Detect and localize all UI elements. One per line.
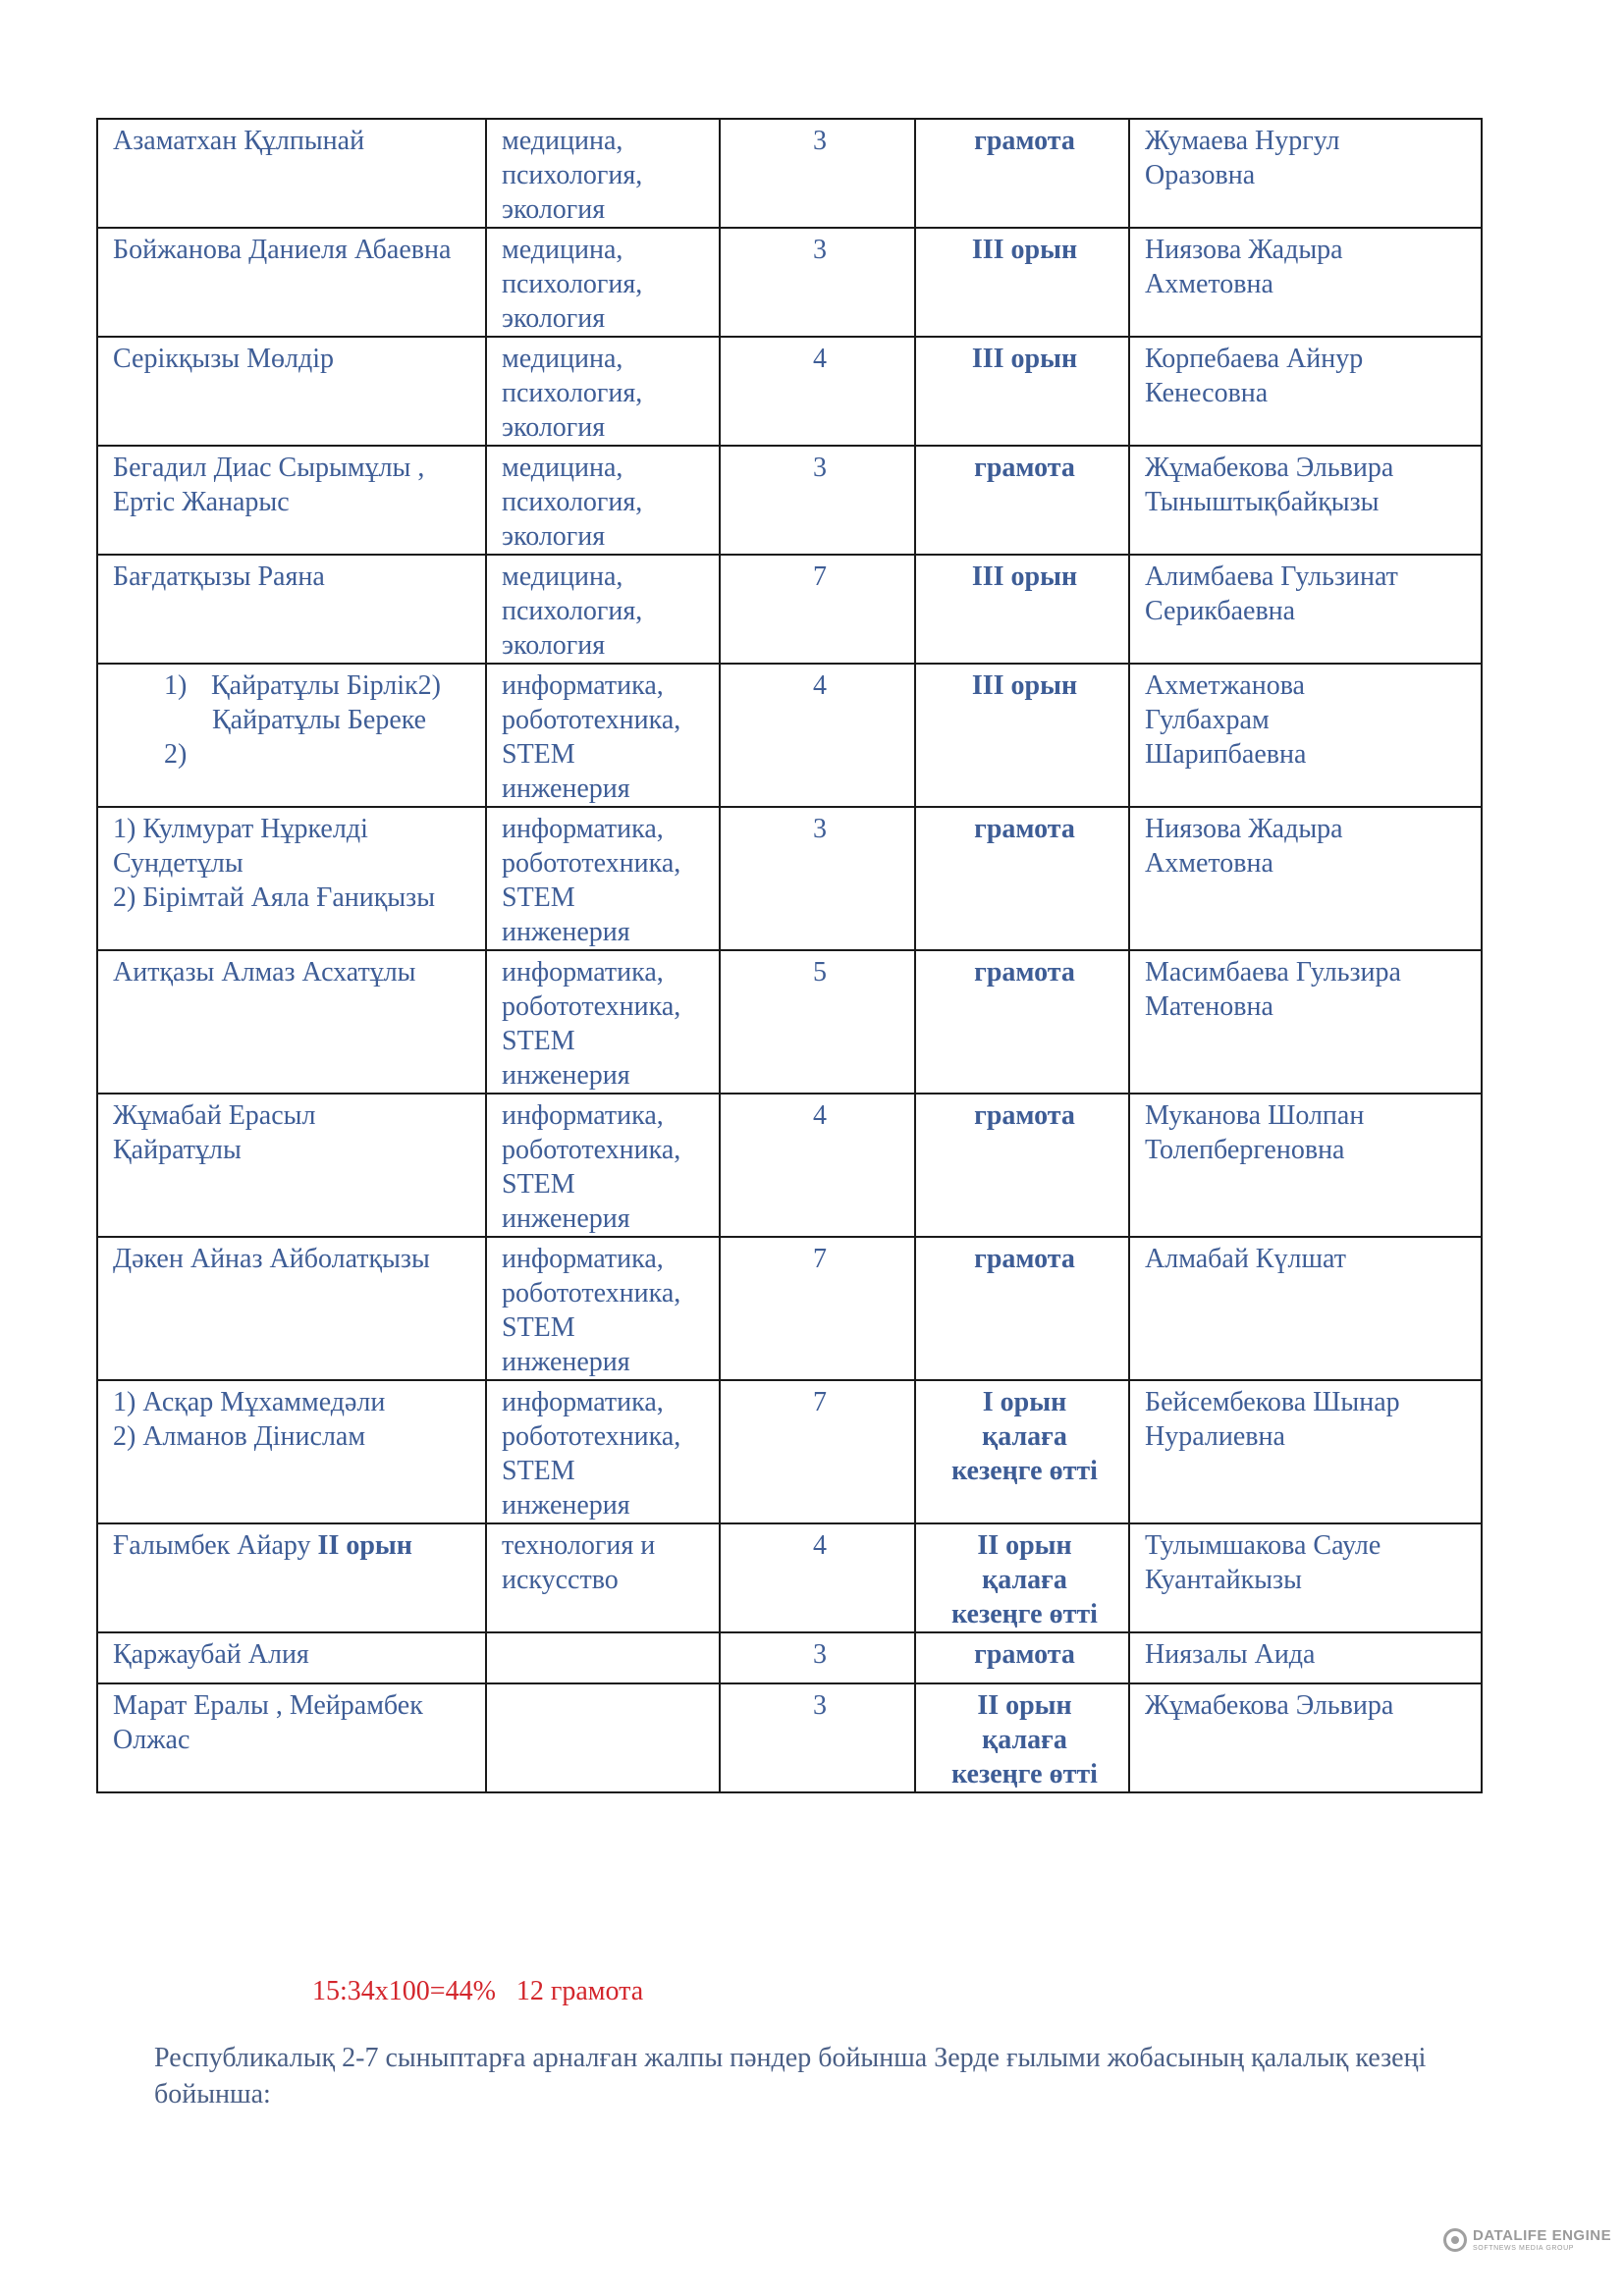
- supervisor-line: Ниязова Жадыра: [1145, 814, 1343, 844]
- result-cell: [915, 1237, 1129, 1380]
- result-cell: [915, 337, 1129, 446]
- result-line: грамота: [974, 957, 1075, 988]
- participant-name: Бойжанова Даниеля Абаевна: [113, 235, 452, 265]
- results-table-body: [97, 119, 1482, 1792]
- supervisor-line: Тулымшакова Сауле: [1145, 1530, 1381, 1561]
- grade-cell: 3: [720, 1683, 915, 1792]
- supervisor-cell: [1129, 1632, 1482, 1683]
- subject-cell: [486, 1380, 720, 1523]
- subject-line: медицина,: [502, 561, 623, 592]
- supervisor-cell: [1129, 664, 1482, 807]
- participant-cell: [97, 807, 486, 950]
- subject-line: робототехника,: [502, 848, 681, 879]
- result-cell: [915, 446, 1129, 555]
- subject-line: робототехника,: [502, 991, 681, 1022]
- grade-cell: 3: [720, 446, 915, 555]
- table-row: [97, 664, 1482, 807]
- grade-cell: 7: [720, 1237, 915, 1380]
- supervisor-line: Тыныштықбайқызы: [1145, 487, 1380, 517]
- subject-line: медицина,: [502, 126, 623, 156]
- grade-cell: 4: [720, 337, 915, 446]
- supervisor-cell: [1129, 555, 1482, 664]
- subject-line: информатика,: [502, 1100, 664, 1131]
- participant-cell: [97, 446, 486, 555]
- result-cell: [915, 664, 1129, 807]
- subject-line: STEM: [502, 1312, 575, 1343]
- table-row: [97, 950, 1482, 1094]
- table-row: [97, 337, 1482, 446]
- participant-cell: [97, 1683, 486, 1792]
- table-row: [97, 228, 1482, 337]
- grade-cell: 7: [720, 555, 915, 664]
- watermark-subtitle: SOFTNEWS MEDIA GROUP: [1473, 2245, 1575, 2252]
- grade-cell: 3: [720, 228, 915, 337]
- participant-name: Қайратұлы: [113, 1135, 242, 1165]
- result-line: грамота: [974, 453, 1075, 483]
- participant-name: Қайратұлы Береке: [212, 705, 427, 735]
- supervisor-line: Ахметжанова: [1145, 670, 1305, 701]
- subject-cell: [486, 807, 720, 950]
- participant-name: Бегадил Диас Сырымұлы ,: [113, 453, 425, 483]
- supervisor-line: Алимбаева Гульзинат: [1145, 561, 1398, 592]
- result-line: қалаға: [982, 1725, 1067, 1755]
- subject-line: психология,: [502, 160, 643, 190]
- subject-cell: [486, 950, 720, 1094]
- result-line: грамота: [974, 126, 1075, 156]
- result-cell: [915, 1683, 1129, 1792]
- subject-line: инженерия: [502, 1203, 630, 1234]
- subject-cell: [486, 1632, 720, 1683]
- participant-name: Азаматхан Құлпынай: [113, 126, 365, 156]
- participant-cell: [97, 950, 486, 1094]
- supervisor-line: Толепбергеновна: [1145, 1135, 1345, 1165]
- table-row: [97, 807, 1482, 950]
- datalife-logo-icon: [1443, 2228, 1467, 2252]
- list-number: 2): [164, 739, 188, 770]
- participant-name: 2) Бірімтай Аяла Ғаниқызы: [113, 882, 436, 913]
- subject-line: психология,: [502, 487, 643, 517]
- participant-cell: [97, 1523, 486, 1632]
- result-cell: [915, 228, 1129, 337]
- subject-line: STEM: [502, 739, 575, 770]
- subject-cell: [486, 446, 720, 555]
- subject-line: инженерия: [502, 774, 630, 804]
- participant-name-text: Ғалымбек Айару: [113, 1530, 318, 1561]
- table-row: [97, 1632, 1482, 1683]
- participant-cell: [97, 664, 486, 807]
- supervisor-line: Алмабай Күлшат: [1145, 1244, 1346, 1274]
- subject-cell: [486, 1523, 720, 1632]
- subject-line: STEM: [502, 882, 575, 913]
- subject-line: искусство: [502, 1565, 619, 1595]
- result-line: кезеңге өтті: [951, 1599, 1098, 1629]
- participant-cell: [97, 337, 486, 446]
- subject-line: психология,: [502, 378, 643, 408]
- supervisor-line: Масимбаева Гульзира: [1145, 957, 1401, 988]
- participant-name: Бағдатқызы Раяна: [113, 561, 325, 592]
- result-cell: [915, 555, 1129, 664]
- participant-line: [113, 668, 475, 703]
- subject-line: экология: [502, 303, 606, 334]
- supervisor-line: Жұмабекова Эльвира: [1145, 453, 1394, 483]
- participant-place: II орын: [317, 1530, 412, 1561]
- supervisor-line: Серикбаевна: [1145, 596, 1296, 626]
- subject-line: медицина,: [502, 344, 623, 374]
- supervisor-line: Бейсембекова Шынар: [1145, 1387, 1400, 1417]
- result-line: II орын: [977, 1690, 1072, 1721]
- subject-line: информатика,: [502, 957, 664, 988]
- supervisor-line: Жумаева Нургул: [1145, 126, 1340, 156]
- subject-line: медицина,: [502, 235, 623, 265]
- supervisor-line: Гулбахрам: [1145, 705, 1270, 735]
- subject-line: психология,: [502, 269, 643, 299]
- grade-cell: 3: [720, 119, 915, 228]
- supervisor-line: Жұмабекова Эльвира: [1145, 1690, 1394, 1721]
- subject-line: психология,: [502, 596, 643, 626]
- section-paragraph: Республикалық 2-7 сыныптарға арналған жалпы пәндер бойынша Зерде ғылыми жобасының қалалық кезеңі бойынша:: [154, 2043, 1427, 2109]
- supervisor-cell: [1129, 337, 1482, 446]
- participant-cell: [97, 119, 486, 228]
- result-line: I орын: [982, 1387, 1067, 1417]
- subject-line: информатика,: [502, 670, 664, 701]
- participant-line: [113, 1528, 475, 1563]
- supervisor-line: Куантайкызы: [1145, 1565, 1302, 1595]
- grade-cell: 7: [720, 1380, 915, 1523]
- watermark-title: DATALIFE ENGINE: [1473, 2227, 1612, 2244]
- supervisor-cell: [1129, 1683, 1482, 1792]
- subject-line: информатика,: [502, 814, 664, 844]
- subject-cell: [486, 1237, 720, 1380]
- subject-line: экология: [502, 194, 606, 225]
- subject-cell: [486, 337, 720, 446]
- watermark-text: [1473, 2228, 1611, 2252]
- supervisor-line: Шарипбаевна: [1145, 739, 1307, 770]
- supervisor-cell: [1129, 1237, 1482, 1380]
- supervisor-line: Кенесовна: [1145, 378, 1269, 408]
- supervisor-line: Корпебаева Айнур: [1145, 344, 1364, 374]
- participant-cell: [97, 1380, 486, 1523]
- supervisor-cell: [1129, 228, 1482, 337]
- result-cell: [915, 1380, 1129, 1523]
- grade-cell: 5: [720, 950, 915, 1094]
- table-row: [97, 1683, 1482, 1792]
- supervisor-cell: [1129, 807, 1482, 950]
- participant-cell: [97, 555, 486, 664]
- subject-line: STEM: [502, 1456, 575, 1486]
- result-line: грамота: [974, 814, 1075, 844]
- grade-cell: 4: [720, 1523, 915, 1632]
- subject-line: робототехника,: [502, 1278, 681, 1308]
- subject-line: инженерия: [502, 1347, 630, 1377]
- subject-line: экология: [502, 630, 606, 661]
- subject-line: STEM: [502, 1026, 575, 1056]
- subject-line: информатика,: [502, 1387, 664, 1417]
- result-line: кезеңге өтті: [951, 1759, 1098, 1789]
- participant-name: Қаржаубай Алия: [113, 1639, 309, 1670]
- supervisor-cell: [1129, 119, 1482, 228]
- summary-line: 15:34х100=44% 12 грамота: [312, 1976, 644, 2006]
- grade-cell: 3: [720, 807, 915, 950]
- result-line: III орын: [971, 235, 1078, 265]
- grade-cell: 4: [720, 1094, 915, 1237]
- participant-name: 1) Асқар Мұхаммедәли: [113, 1387, 386, 1417]
- subject-cell: [486, 119, 720, 228]
- participant-name: Қайратұлы Бірлік2): [211, 670, 441, 701]
- supervisor-line: Ниязалы Аида: [1145, 1639, 1316, 1670]
- grade-cell: 3: [720, 1632, 915, 1683]
- participant-cell: [97, 228, 486, 337]
- table-row: [97, 119, 1482, 228]
- supervisor-line: Оразовна: [1145, 160, 1256, 190]
- table-row: [97, 1523, 1482, 1632]
- result-line: грамота: [974, 1639, 1075, 1670]
- result-line: қалаға: [982, 1565, 1067, 1595]
- supervisor-line: Нуралиевна: [1145, 1421, 1285, 1452]
- participant-cell: [97, 1094, 486, 1237]
- watermark: [1443, 2228, 1611, 2252]
- participant-name: Жұмабай Ерасыл: [113, 1100, 316, 1131]
- supervisor-line: Ахметовна: [1145, 848, 1273, 879]
- subject-line: робототехника,: [502, 1421, 681, 1452]
- subject-cell: [486, 664, 720, 807]
- table-row: [97, 446, 1482, 555]
- result-cell: [915, 119, 1129, 228]
- table-row: [97, 1380, 1482, 1523]
- supervisor-line: Ахметовна: [1145, 269, 1273, 299]
- subject-line: информатика,: [502, 1244, 664, 1274]
- result-line: кезеңге өтті: [951, 1456, 1098, 1486]
- supervisor-cell: [1129, 1523, 1482, 1632]
- result-line: II орын: [977, 1530, 1072, 1561]
- participant-name: Дәкен Айназ Айболатқызы: [113, 1244, 430, 1274]
- supervisor-cell: [1129, 1380, 1482, 1523]
- subject-line: инженерия: [502, 1490, 630, 1521]
- subject-line: экология: [502, 412, 606, 443]
- subject-line: медицина,: [502, 453, 623, 483]
- subject-cell: [486, 1683, 720, 1792]
- result-cell: [915, 1523, 1129, 1632]
- participant-name: 2) Алманов Дінислам: [113, 1421, 366, 1452]
- table-row: [97, 1237, 1482, 1380]
- participant-name: 1) Кулмурат Нұркелді: [113, 814, 368, 844]
- supervisor-cell: [1129, 1094, 1482, 1237]
- subject-line: робототехника,: [502, 705, 681, 735]
- subject-cell: [486, 555, 720, 664]
- subject-cell: [486, 228, 720, 337]
- list-number: 1): [164, 670, 188, 701]
- result-cell: [915, 950, 1129, 1094]
- result-cell: [915, 1632, 1129, 1683]
- supervisor-cell: [1129, 950, 1482, 1094]
- subject-cell: [486, 1094, 720, 1237]
- result-line: грамота: [974, 1244, 1075, 1274]
- subject-line: технология и: [502, 1530, 656, 1561]
- subject-line: STEM: [502, 1169, 575, 1200]
- result-line: грамота: [974, 1100, 1075, 1131]
- table-row: [97, 555, 1482, 664]
- participant-name: Ертіс Жанарыс: [113, 487, 290, 517]
- supervisor-line: Ниязова Жадыра: [1145, 235, 1343, 265]
- result-line: қалаға: [982, 1421, 1067, 1452]
- participant-line: [113, 737, 475, 772]
- result-line: III орын: [971, 344, 1078, 374]
- subject-line: инженерия: [502, 917, 630, 947]
- supervisor-cell: [1129, 446, 1482, 555]
- participant-name: Марат Ералы , Мейрамбек: [113, 1690, 423, 1721]
- subject-line: робототехника,: [502, 1135, 681, 1165]
- grade-cell: 4: [720, 664, 915, 807]
- result-cell: [915, 1094, 1129, 1237]
- participant-name: Серікқызы Мөлдір: [113, 344, 335, 374]
- result-line: III орын: [971, 670, 1078, 701]
- result-line: III орын: [971, 561, 1078, 592]
- participant-name: Аитқазы Алмаз Асхатұлы: [113, 957, 416, 988]
- results-table: [96, 118, 1483, 1793]
- participant-cell: [97, 1237, 486, 1380]
- table-row: [97, 1094, 1482, 1237]
- subject-line: экология: [502, 521, 606, 552]
- participant-name: Сундетұлы: [113, 848, 244, 879]
- participant-cell: [97, 1632, 486, 1683]
- subject-line: инженерия: [502, 1060, 630, 1091]
- supervisor-line: Муканова Шолпан: [1145, 1100, 1365, 1131]
- participant-name: Олжас: [113, 1725, 190, 1755]
- result-cell: [915, 807, 1129, 950]
- supervisor-line: Матеновна: [1145, 991, 1273, 1022]
